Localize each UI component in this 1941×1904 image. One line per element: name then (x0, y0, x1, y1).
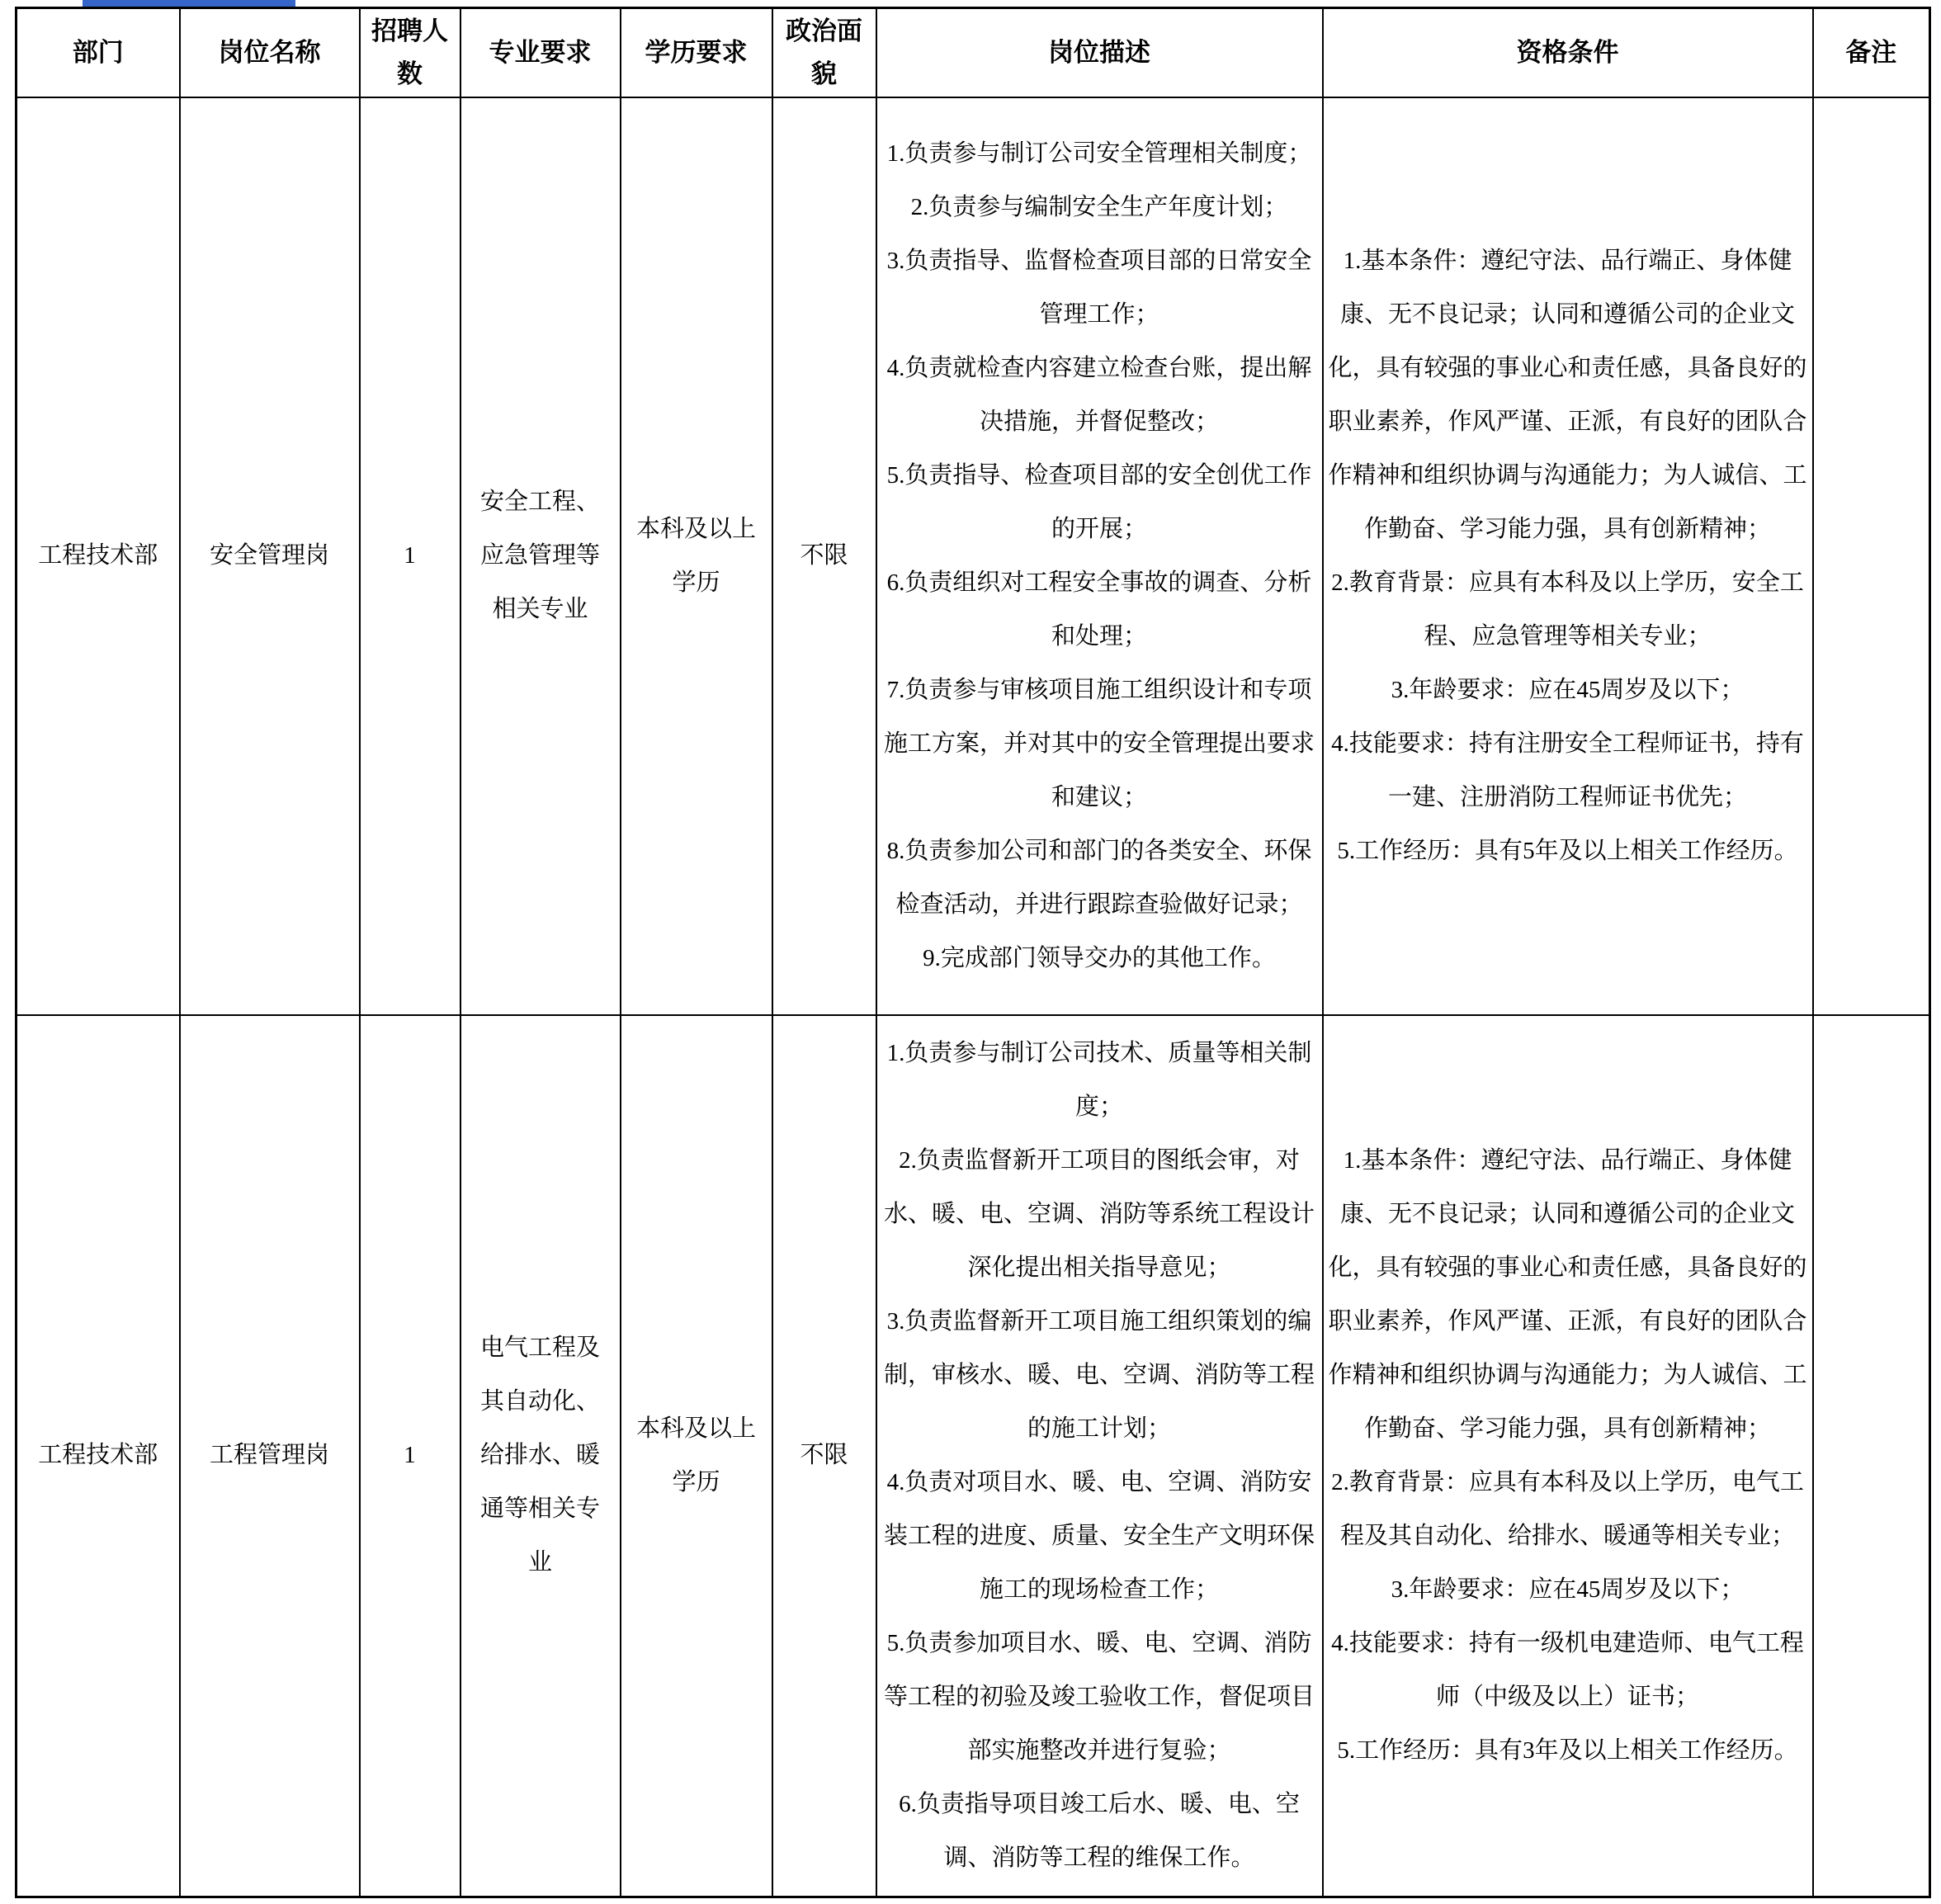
list-paragraph: 2.负责监督新开工项目的图纸会审，对水、暖、电、空调、消防等系统工程设计深化提出相关指导意见； (883, 1146, 1315, 1281)
table-row (17, 97, 1930, 1015)
cell-political-status: 不限 (772, 97, 876, 1015)
list-paragraph: 5.工作经历：具有3年及以上相关工作经历。 (1337, 1736, 1798, 1764)
table-row (17, 1015, 1930, 1897)
cell-department: 工程技术部 (17, 1015, 180, 1897)
table-header-row (17, 8, 1930, 97)
cell-major: 电气工程及其自动化、给排水、暖通等相关专业 (460, 1015, 621, 1897)
list-paragraph: 3.年龄要求：应在45周岁及以下； (1391, 1576, 1745, 1603)
list-paragraph: 7.负责参与审核项目施工组织设计和专项施工方案，并对其中的安全管理提出要求和建议； (883, 676, 1315, 810)
list-paragraph: 2.负责参与编制安全生产年度计划； (910, 193, 1288, 220)
list-paragraph: 2.教育背景：应具有本科及以上学历，电气工程及其自动化、给排水、暖通等相关专业； (1331, 1468, 1804, 1549)
list-paragraph: 3.负责指导、监督检查项目部的日常安全管理工作； (886, 247, 1312, 328)
header-position: 岗位名称 (180, 8, 360, 97)
list-paragraph: 2.教育背景：应具有本科及以上学历，安全工程、应急管理等相关专业； (1331, 569, 1804, 650)
cell-position: 安全管理岗 (180, 97, 360, 1015)
header-major: 专业要求 (460, 8, 621, 97)
list-paragraph: 4.负责就检查内容建立检查台账，提出解决措施，并督促整改； (886, 354, 1312, 435)
list-paragraph: 1.负责参与制订公司安全管理相关制度； (886, 139, 1312, 167)
list-paragraph: 9.完成部门领导交办的其他工作。 (923, 944, 1276, 971)
list-paragraph: 6.负责组织对工程安全事故的调查、分析和处理； (886, 569, 1312, 650)
header-department: 部门 (17, 8, 180, 97)
cell-position: 工程管理岗 (180, 1015, 360, 1897)
cell-department: 工程技术部 (17, 97, 180, 1015)
header-education: 学历要求 (621, 8, 772, 97)
header-qualifications: 资格条件 (1323, 8, 1813, 97)
list-paragraph: 1.基本条件：遵纪守法、品行端正、身体健康、无不良记录；认同和遵循公司的企业文化，具有较强的事业心和责任感，具备良好的职业素养，作风严谨、正派，有良好的团队合作精神和组织协调与沟通能力；为人诚信、工作勤奋、学习能力强，具有创新精神； (1328, 1146, 1807, 1442)
cell-qualifications (1323, 1015, 1813, 1897)
list-paragraph: 1.基本条件：遵纪守法、品行端正、身体健康、无不良记录；认同和遵循公司的企业文化，具有较强的事业心和责任感，具备良好的职业素养，作风严谨、正派，有良好的团队合作精神和组织协调与沟通能力；为人诚信、工作勤奋、学习能力强，具有创新精神； (1328, 247, 1807, 542)
cell-qualifications (1323, 97, 1813, 1015)
cell-education: 本科及以上学历 (621, 1015, 772, 1897)
cell-major: 安全工程、应急管理等相关专业 (460, 97, 621, 1015)
list-paragraph: 3.年龄要求：应在45周岁及以下； (1391, 676, 1745, 703)
cell-political-status: 不限 (772, 1015, 876, 1897)
cell-remark (1813, 97, 1930, 1015)
list-paragraph: 5.负责参加项目水、暖、电、空调、消防等工程的初验及竣工验收工作，督促项目部实施整改并进行复验； (883, 1629, 1315, 1764)
header-duties: 岗位描述 (876, 8, 1323, 97)
cell-duties (876, 97, 1323, 1015)
list-paragraph: 4.负责对项目水、暖、电、空调、消防安装工程的进度、质量、安全生产文明环保施工的现场检查工作； (883, 1468, 1315, 1603)
cell-headcount: 1 (360, 97, 460, 1015)
list-paragraph: 4.技能要求：持有注册安全工程师证书，持有一建、注册消防工程师证书优先； (1331, 730, 1804, 810)
list-paragraph: 5.工作经历：具有5年及以上相关工作经历。 (1337, 837, 1798, 864)
recruitment-table (15, 7, 1931, 1898)
cell-remark (1813, 1015, 1930, 1897)
header-remark: 备注 (1813, 8, 1930, 97)
list-paragraph: 1.负责参与制订公司技术、质量等相关制度； (886, 1039, 1312, 1120)
header-headcount: 招聘人数 (360, 8, 460, 97)
list-paragraph: 8.负责参加公司和部门的各类安全、环保检查活动，并进行跟踪查验做好记录； (886, 837, 1312, 918)
list-paragraph: 5.负责指导、检查项目部的安全创优工作的开展； (886, 461, 1312, 542)
cell-headcount: 1 (360, 1015, 460, 1897)
header-political-status: 政治面貌 (772, 8, 876, 97)
list-paragraph: 3.负责监督新开工项目施工组织策划的编制，审核水、暖、电、空调、消防等工程的施工计划； (883, 1307, 1315, 1442)
list-paragraph: 4.技能要求：持有一级机电建造师、电气工程师（中级及以上）证书； (1331, 1629, 1804, 1710)
cell-education: 本科及以上学历 (621, 97, 772, 1015)
cell-duties (876, 1015, 1323, 1897)
list-paragraph: 6.负责指导项目竣工后水、暖、电、空调、消防等工程的维保工作。 (899, 1790, 1300, 1871)
